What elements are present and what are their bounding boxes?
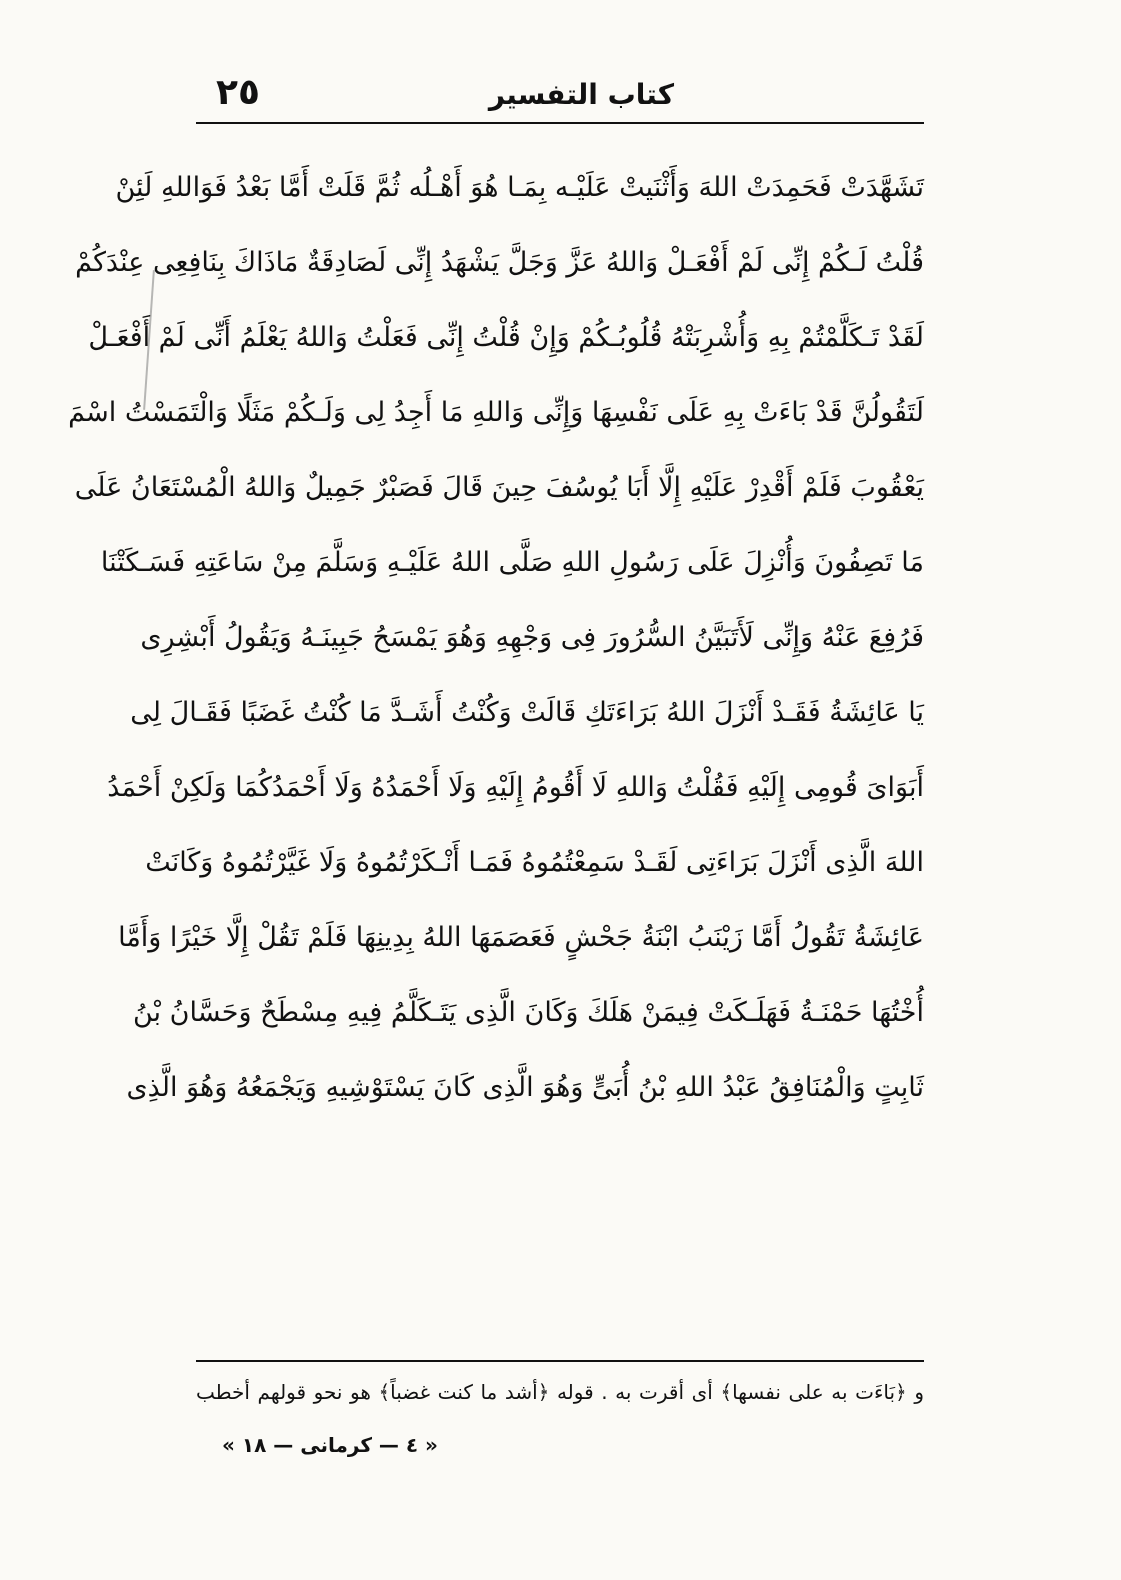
text-line: قُلْتُ لَـكُمْ إِنِّى لَمْ أَفْعَـلْ وَاللهُ عَزَّ وَجَلَّ يَشْهَدُ إِنِّى لَصَادِقَةٌ مَاذَاكَ بِنَافِعِى عِنْدَكُمْ bbox=[75, 247, 924, 278]
page-number: ٢٥ bbox=[216, 72, 260, 113]
printer-signature: « ٤ — كرمانى — ١٨ » bbox=[222, 1433, 438, 1457]
text-line: أَبَوَاىَ قُومِى إِلَيْهِ فَقُلْتُ وَاللهِ لَا أَقُومُ إِلَيْهِ وَلَا أَحْمَدُهُ وَلَا أَحْمَدُكُمَا وَلَكِنْ أَحْمَدُ bbox=[107, 772, 924, 803]
text-line: عَائِشَةُ تَقُولُ أَمَّا زَيْنَبُ ابْنَةُ جَحْشٍ فَعَصَمَهَا اللهُ بِدِينِهَا فَلَمْ تَقُلْ إِلَّا خَيْرًا وَأَمَّا bbox=[118, 922, 924, 953]
text-line: أُخْتُهَا حَمْنَـةُ فَهَلَـكَتْ فِيمَنْ هَلَكَ وَكَانَ الَّذِى يَتَـكَلَّمُ فِيهِ مِسْطَحٌ وَحَسَّانُ بْنُ bbox=[133, 997, 924, 1028]
text-line: لَقَدْ تَـكَلَّمْتُمْ بِهِ وَأُشْرِبَتْهُ قُلُوبُـكُمْ وَإِنْ قُلْتُ إِنِّى فَعَلْتُ وَاللهُ يَعْلَمُ أَنِّى لَمْ أَفْعَـلْ bbox=[88, 322, 924, 353]
text-line: ثَابِتٍ وَالْمُنَافِقُ عَبْدُ اللهِ بْنُ أُبَىٍّ وَهُوَ الَّذِى كَانَ يَسْتَوْشِيهِ وَيَجْمَعُهُ وَهُوَ الَّذِى bbox=[126, 1072, 924, 1103]
text-line: مَا تَصِفُونَ وَأُنْزِلَ عَلَى رَسُولِ اللهِ صَلَّى اللهُ عَلَيْـهِ وَسَلَّمَ مِنْ سَاعَتِهِ فَسَـكَتْنَا bbox=[100, 547, 924, 578]
text-line: فَرُفِعَ عَنْهُ وَإِنِّى لَأَتَبَيَّنُ السُّرُورَ فِى وَجْهِهِ وَهُوَ يَمْسَحُ جَبِينَـهُ وَيَقُولُ أَبْشِرِى bbox=[140, 622, 924, 653]
footnote: و ﴿بَاءَت به على نفسها﴾ أى أقرت به . قوله ﴿أشد ما كنت غضباً﴾ هو نحو قولهم أخطب bbox=[196, 1380, 924, 1404]
footnote-rule bbox=[196, 1360, 924, 1362]
text-line: تَشَهَّدَتْ فَحَمِدَتْ اللهَ وَأَثْنَيتْ عَلَيْـه بِمَـا هُوَ أَهْـلُه ثُمَّ قَلَتْ أَمَّا بَعْدُ فَوَاللهِ لَئِنْ bbox=[115, 172, 924, 203]
main-text bbox=[68, 150, 924, 1125]
page-header bbox=[196, 72, 924, 122]
text-line: يَعْقُوبَ فَلَمْ أَقْدِرْ عَلَيْهِ إِلَّا أَبَا يُوسُفَ حِينَ قَالَ فَصَبْرٌ جَمِيلٌ وَاللهُ الْمُسْتَعَانُ عَلَى bbox=[74, 472, 924, 503]
text-line: اللهَ الَّذِى أَنْزَلَ بَرَاءَتِى لَقَـدْ سَمِعْتُمُوهُ فَمَـا أَنْـكَرْتُمُوهُ وَلَا غَيَّرْتُمُوهُ وَكَانَتْ bbox=[145, 847, 924, 878]
text-line: يَا عَائِشَةُ فَقَـدْ أَنْزَلَ اللهُ بَرَاءَتَكِ قَالَتْ وَكُنْتُ أَشَـدَّ مَا كُنْتُ غَضَبًا فَقَـالَ لِى bbox=[130, 697, 924, 728]
header-rule bbox=[196, 122, 924, 124]
running-title: كتاب التفسير bbox=[488, 78, 674, 111]
text-line: لَتَقُولُنَّ قَدْ بَاءَتْ بِهِ عَلَى نَفْسِهَا وَإِنِّى وَاللهِ مَا أَجِدُ لِى وَلَـكُمْ مَثَلًا وَالْتَمَسْتُ اسْمَ bbox=[68, 397, 924, 428]
